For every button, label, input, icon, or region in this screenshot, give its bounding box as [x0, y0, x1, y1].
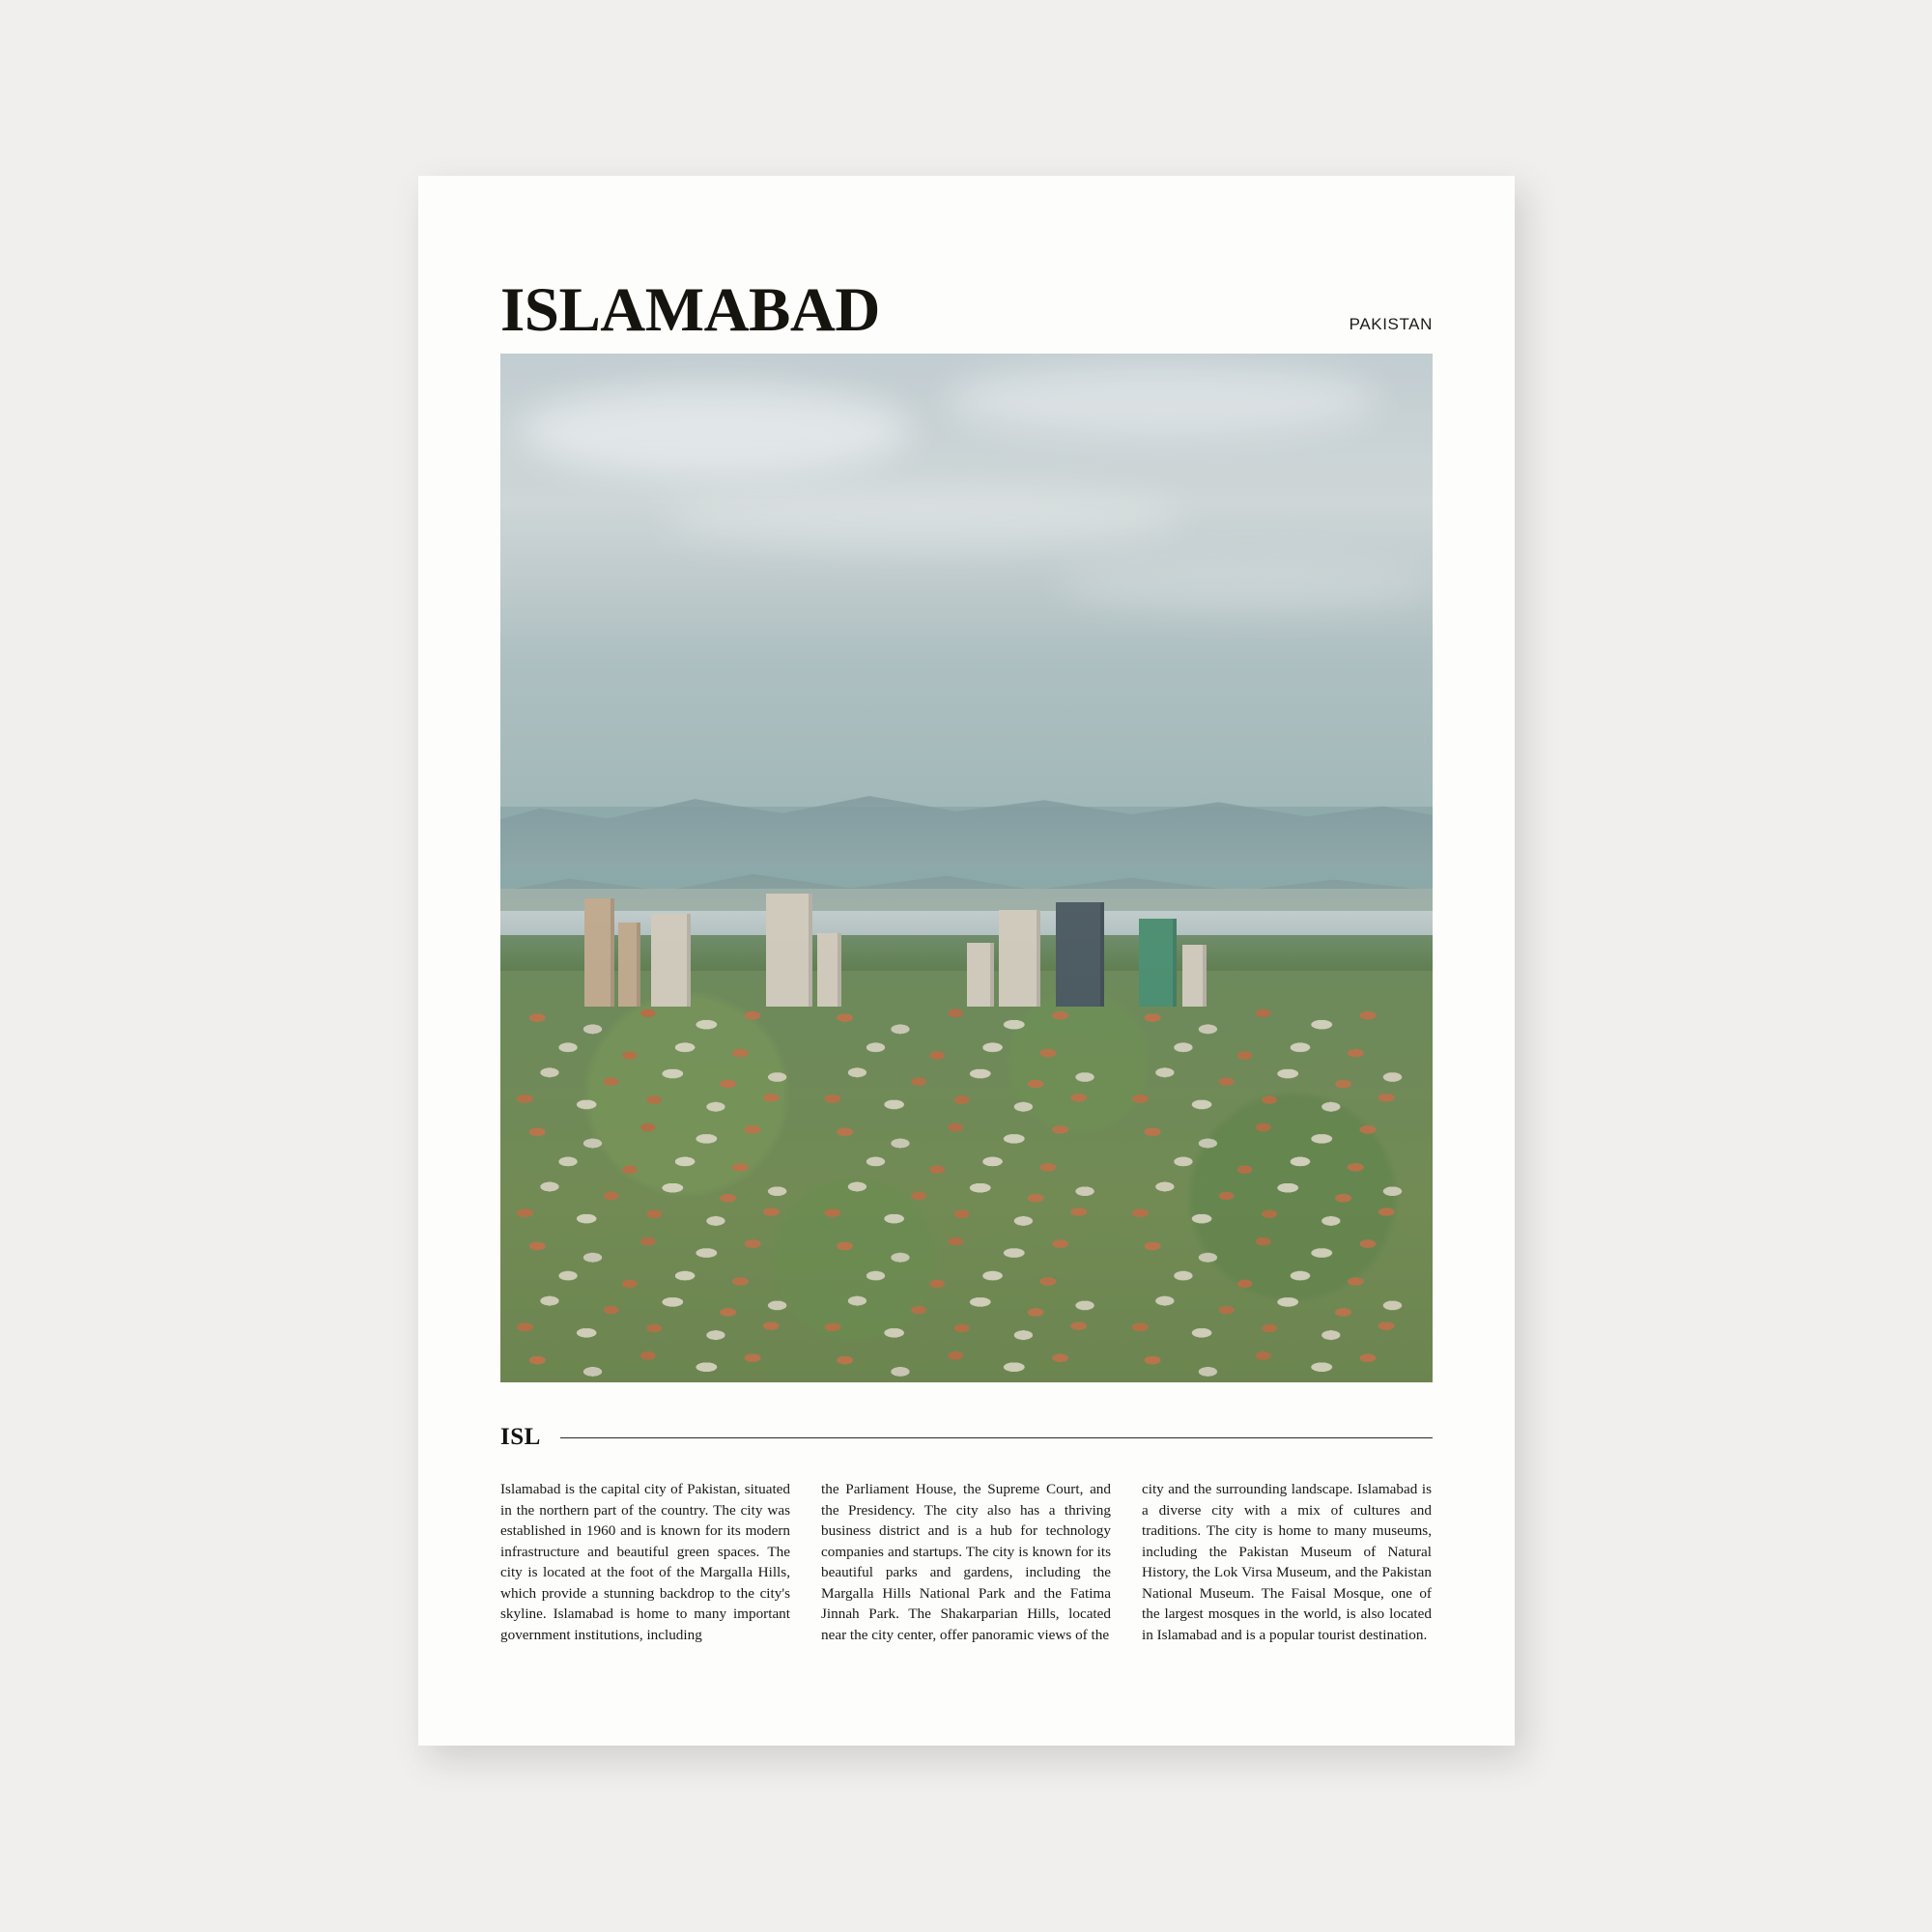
body-column: the Parliament House, the Supreme Court, and the Presidency. The city also has a thriving business district and is a hub for technology companies and startups. The city is known for its beautiful parks and gardens, including the Margalla Hills National Park and the Fatima Jinnah Park. The Shakarparian Hills, located near the city center, offer panoramic views of the [821, 1481, 1111, 1644]
cityscape-photo [500, 354, 1433, 1382]
body-columns [500, 1479, 1433, 1646]
cloud-shape [519, 384, 910, 477]
page-title: ISLAMABAD [500, 275, 880, 346]
travel-poster [418, 176, 1515, 1746]
cloud-shape [1060, 559, 1433, 611]
cloud-shape [668, 487, 1181, 549]
poster-header [500, 265, 1433, 346]
building-block [817, 933, 841, 1008]
building-block [967, 943, 995, 1007]
city-code: ISL [500, 1424, 541, 1450]
caption-row [500, 1423, 1433, 1452]
poster-content [500, 265, 1433, 1646]
building-block [766, 894, 812, 1007]
building-block [1056, 902, 1104, 1008]
building-block [618, 923, 640, 1007]
cloud-shape [948, 364, 1377, 437]
country-label: PAKISTAN [1349, 315, 1433, 333]
building-block [999, 910, 1039, 1007]
building-block [1139, 919, 1177, 1008]
body-column: city and the surrounding landscape. Islamabad is a diverse city with a mix of cultures and traditions. The city is home to many museums, including the Pakistan Museum of Natural History, the Lok Virsa Museum, and the Pakistan National Museum. The Faisal Mosque, one of the largest mosques in the world, is also located in Islamabad and is a popular tourist destination. [1142, 1481, 1432, 1644]
building-block [651, 914, 691, 1007]
building-block [584, 898, 614, 1007]
rooftops-layer [500, 1002, 1433, 1382]
body-column: Islamabad is the capital city of Pakistan, situated in the northern part of the country. The city was established in 1960 and is known for its modern infrastructure and beautiful green spaces. The city is located at the foot of the Margalla Hills, which provide a stunning backdrop to the city's skyline. Islamabad is home to many important government institutions, including [500, 1481, 790, 1644]
building-block [1182, 945, 1207, 1007]
horizontal-rule [560, 1437, 1433, 1438]
